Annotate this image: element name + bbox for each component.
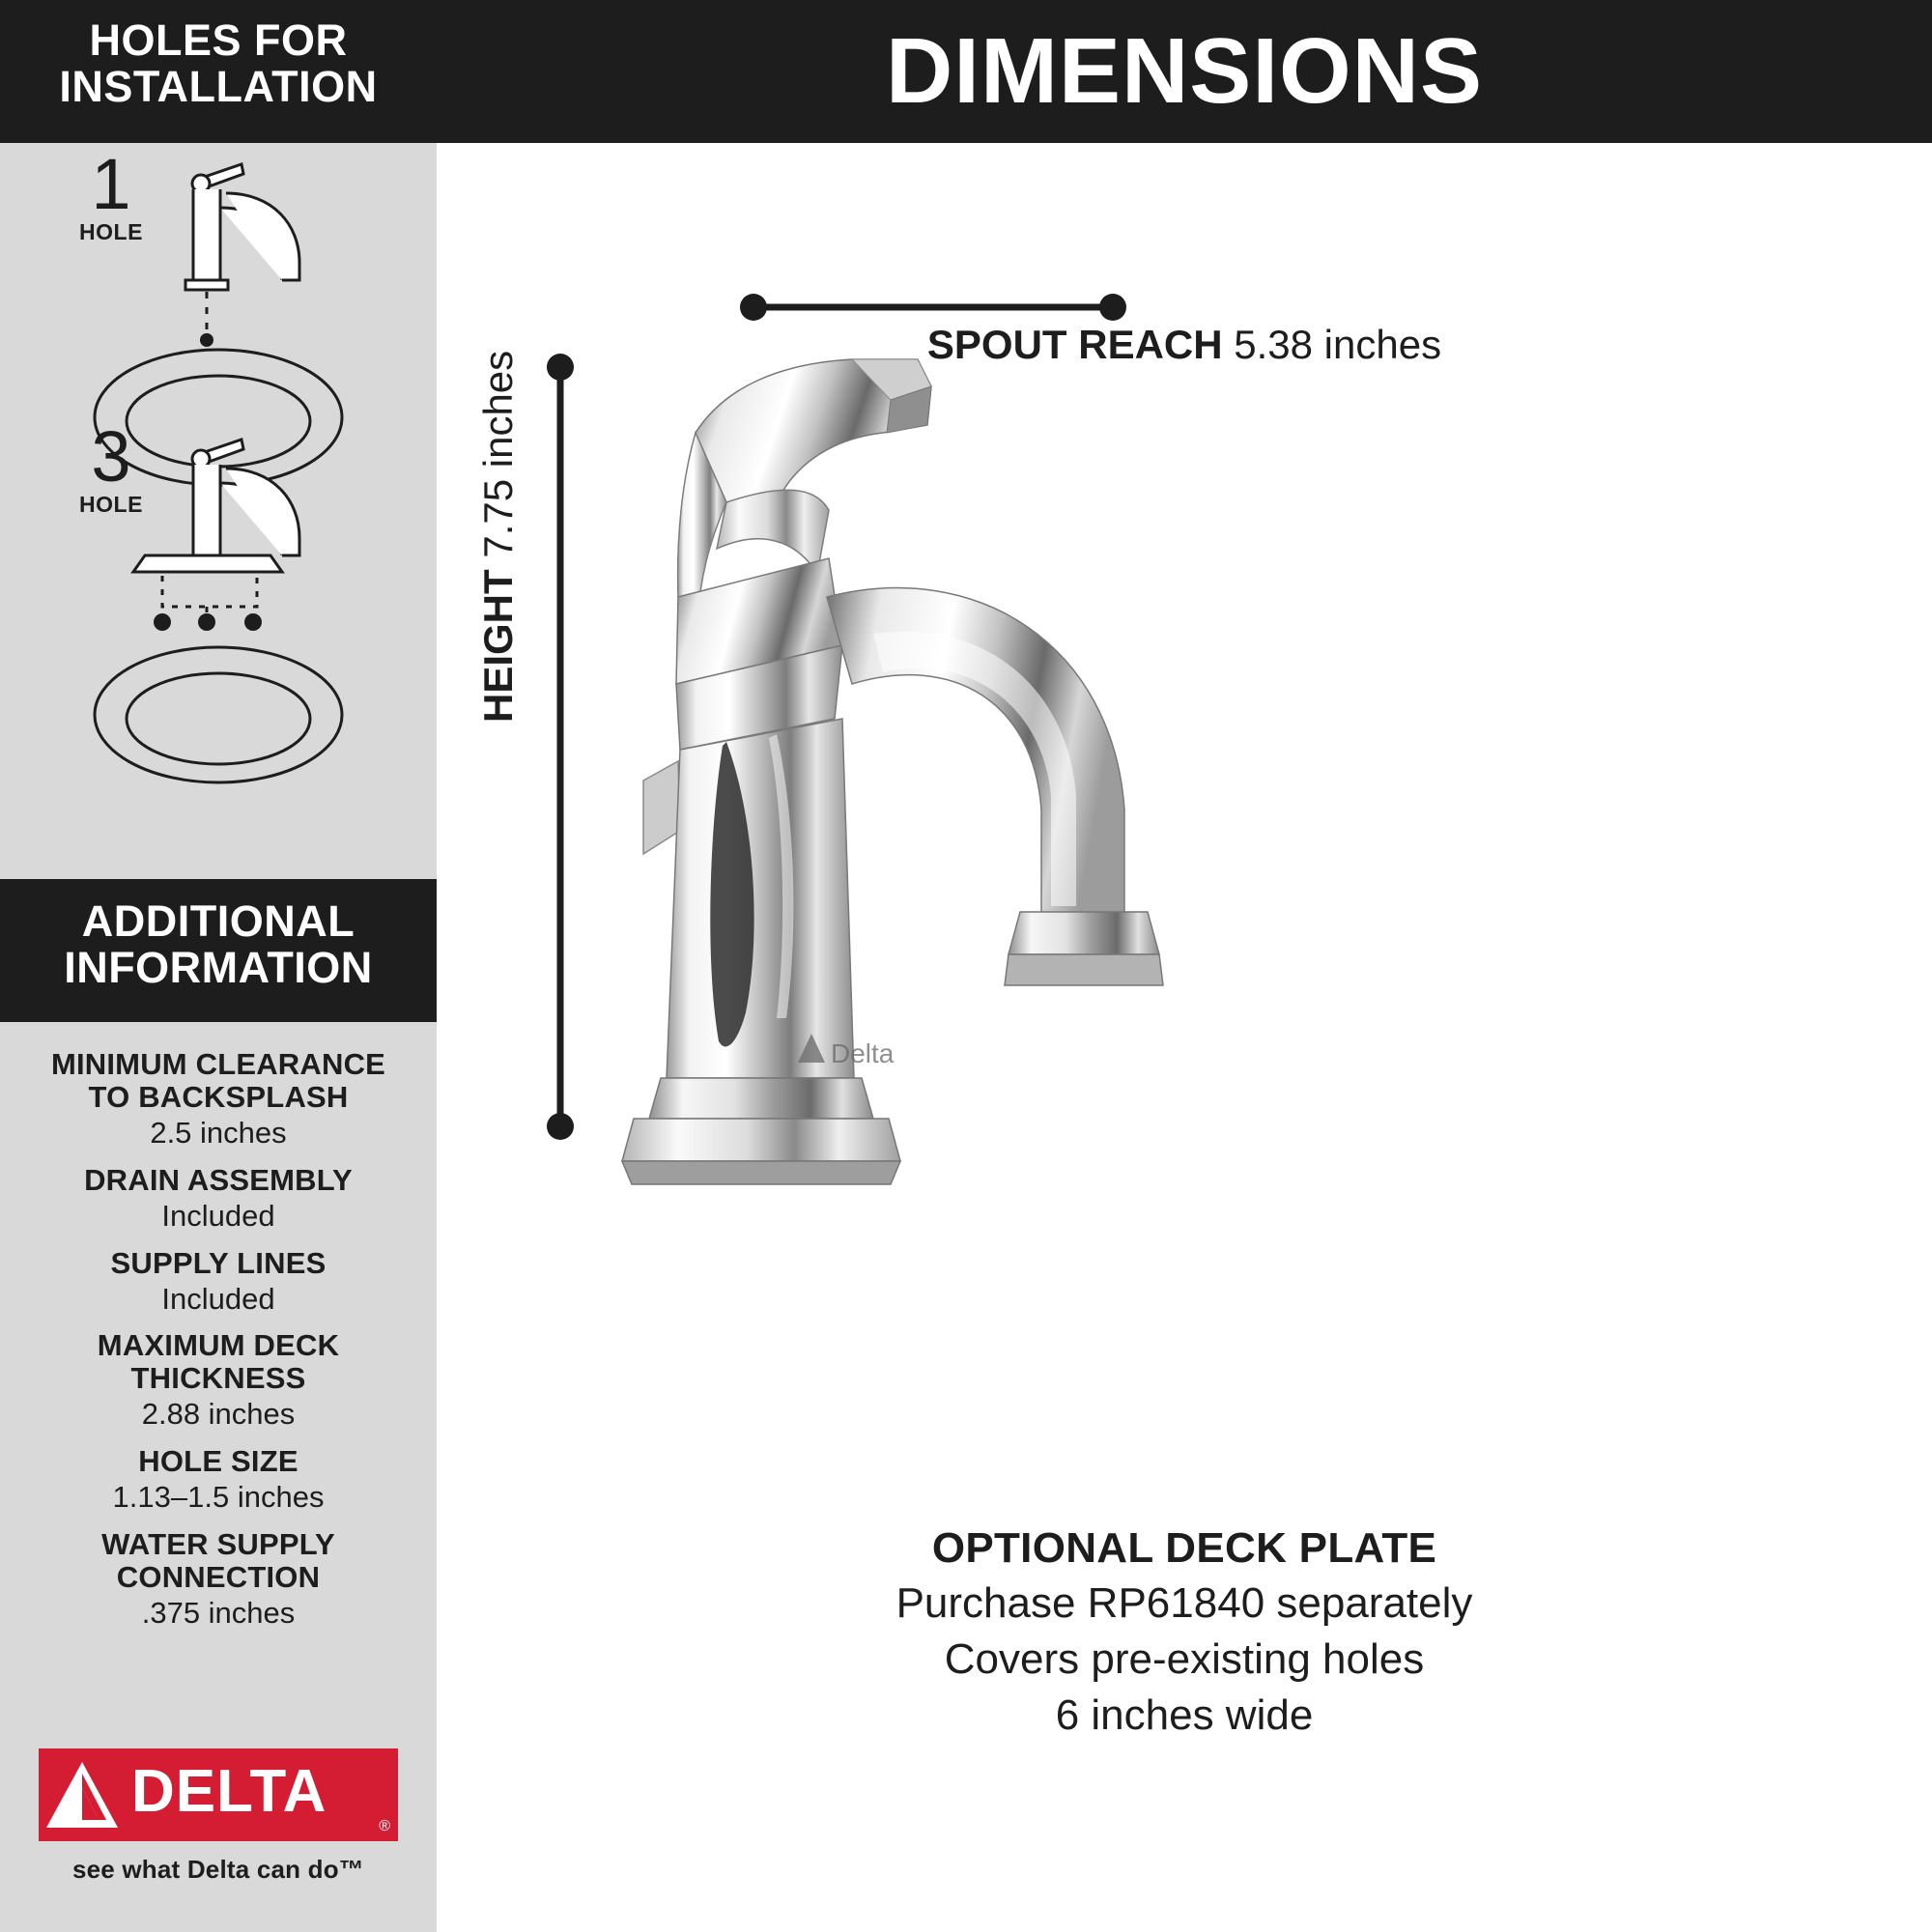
- info-term-line: DRAIN ASSEMBLY: [84, 1162, 353, 1197]
- info-item-minimum-clearance: [0, 1048, 437, 1151]
- deck-plate-line-2: Covers pre-existing holes: [944, 1634, 1425, 1683]
- page-title: DIMENSIONS: [885, 19, 1484, 123]
- delta-triangle-icon: [39, 1748, 126, 1841]
- info-value: .375 inches: [141, 1596, 296, 1631]
- height-arrow: [547, 354, 574, 1140]
- addl-header-line-2: INFORMATION: [64, 942, 373, 992]
- spout-reach-arrow: [740, 294, 1126, 321]
- additional-information-header: [0, 879, 437, 1022]
- dimensions-banner: [437, 0, 1932, 143]
- info-value: 1.13–1.5 inches: [112, 1480, 325, 1515]
- info-value: Included: [161, 1281, 275, 1316]
- info-term-line: MAXIMUM DECK: [97, 1328, 340, 1363]
- hole-option-3-count: 3 HOLE: [79, 416, 143, 517]
- delta-logo-bar: [39, 1748, 398, 1841]
- addl-header-line-1: ADDITIONAL: [81, 896, 355, 946]
- info-item-drain-assembly: [0, 1164, 437, 1234]
- deck-plate-line-1: Purchase RP61840 separately: [895, 1579, 1473, 1627]
- deck-plate-title: OPTIONAL DECK PLATE: [931, 1524, 1437, 1572]
- info-item-water-supply-connection: [0, 1528, 437, 1631]
- info-item-maximum-deck-thickness: [0, 1329, 437, 1432]
- info-term-line: THICKNESS: [130, 1361, 306, 1396]
- info-term-line: SUPPLY LINES: [110, 1245, 327, 1280]
- hole-configuration-illustrations: [0, 0, 437, 879]
- sidebar: [0, 0, 437, 1932]
- info-term-line: HOLE SIZE: [138, 1444, 298, 1479]
- holes-header-line-1: HOLES FOR: [89, 15, 348, 65]
- holes-header-line-2: INSTALLATION: [59, 61, 378, 111]
- faucet-dimension-drawing: [437, 143, 1932, 1544]
- info-value: 2.5 inches: [150, 1116, 287, 1151]
- info-term-line: MINIMUM CLEARANCE: [50, 1047, 386, 1081]
- delta-registered-mark: ®: [379, 1818, 390, 1834]
- deck-plate-line-3: 6 inches wide: [1055, 1690, 1314, 1739]
- svg-text:Delta: Delta: [831, 1038, 895, 1068]
- spout-reach-term: SPOUT REACH: [926, 322, 1223, 367]
- info-term-line: WATER SUPPLY: [101, 1526, 335, 1561]
- delta-logo: [39, 1748, 398, 1885]
- additional-information-list: [0, 1048, 437, 1644]
- faucet-product-image: [622, 359, 1163, 1184]
- info-item-hole-size: [0, 1445, 437, 1515]
- spout-reach-value: 5.38 inches: [1234, 322, 1442, 367]
- info-term-line: TO BACKSPLASH: [88, 1080, 349, 1115]
- hole-option-1-count: 1 HOLE: [79, 144, 143, 244]
- info-item-supply-lines: [0, 1247, 437, 1317]
- info-value: 2.88 inches: [141, 1397, 296, 1432]
- delta-tagline: see what Delta can do™: [71, 1855, 365, 1884]
- height-value: 7.75 inches: [475, 350, 521, 558]
- optional-deck-plate-note: [437, 1524, 1932, 1741]
- height-term: HEIGHT: [475, 569, 521, 723]
- delta-wordmark: DELTA: [131, 1758, 327, 1825]
- info-value: Included: [161, 1198, 275, 1233]
- main-illustration-area: [437, 143, 1932, 1932]
- info-term-line: CONNECTION: [116, 1559, 321, 1594]
